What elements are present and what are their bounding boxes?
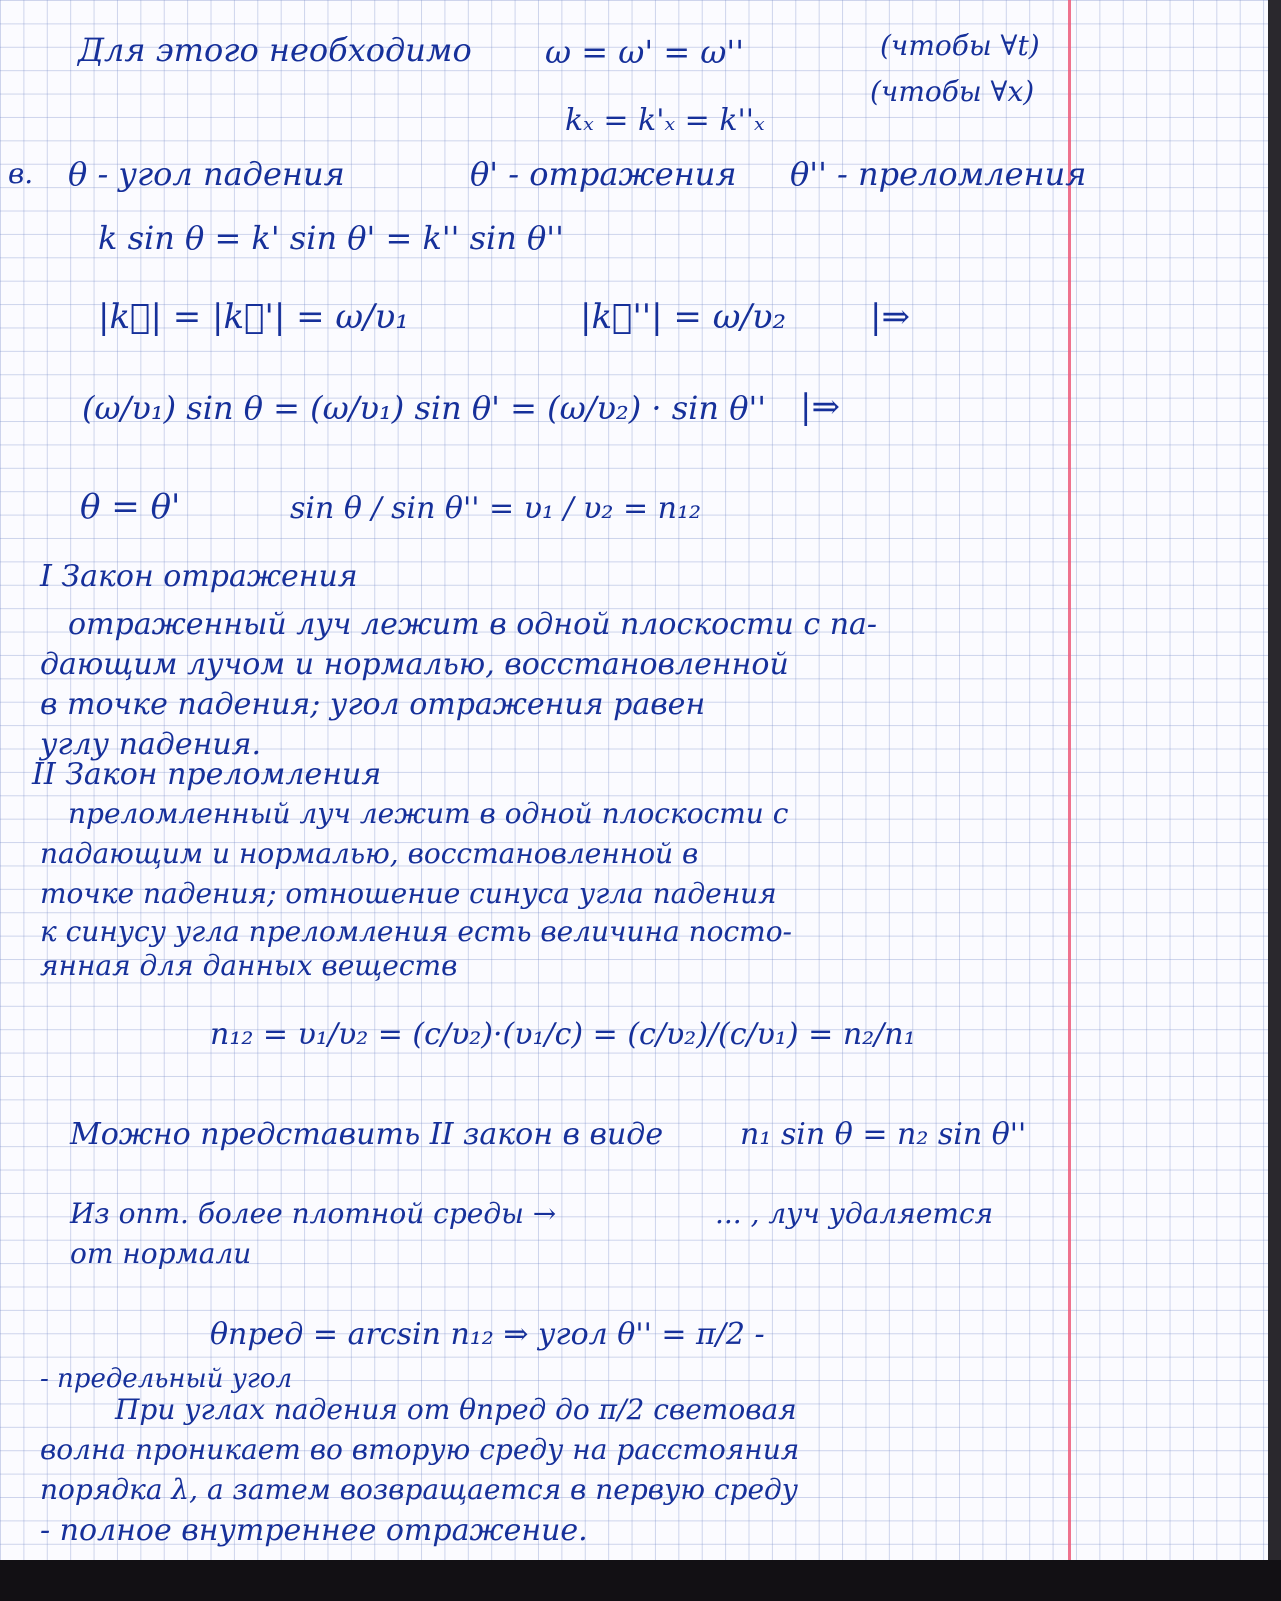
- line-3-incidence: θ - угол падения: [68, 155, 345, 193]
- line-7-angle-equality: θ = θ': [80, 487, 181, 527]
- line-5-implies: |⇒: [870, 297, 910, 337]
- red-margin-line: [1068, 0, 1071, 1560]
- line-4-equation: k sin θ = k' sin θ' = k'' sin θ'': [98, 219, 564, 257]
- critical-angle-label: - предельный угол: [40, 1364, 293, 1394]
- tir-line-3: порядка λ, а затем возвращается в первую среду: [40, 1473, 799, 1506]
- line-5-wave-vectors: |k⃗| = |k⃗'| = ω/υ₁: [98, 297, 409, 337]
- refractive-index-formula: n₁₂ = υ₁/υ₂ = (c/υ₂)·(υ₁/c) = (c/υ₂)/(c/υ₁) = n₂/n₁: [210, 1017, 916, 1052]
- section-1-line-2: дающим лучом и нормалью, восстановленной: [40, 647, 789, 682]
- line-3-refraction: θ'' - преломления: [790, 155, 1087, 193]
- section-2-line-2: падающим и нормалью, восстановленной в: [40, 837, 699, 870]
- line-1-note: (чтобы ∀t): [880, 29, 1040, 62]
- line-20-text: Можно представить II закон в виде: [70, 1117, 664, 1152]
- line-2-equation: kₓ = k'ₓ = k''ₓ: [565, 103, 765, 138]
- line-20-formula: n₁ sin θ = n₂ sin θ'': [740, 1117, 1027, 1152]
- line-5-refracted-vector: |k⃗''| = ω/υ₂: [580, 297, 787, 337]
- line-21-continuation: ... , луч удаляется: [715, 1197, 994, 1230]
- line-2-note: (чтобы ∀x): [870, 75, 1035, 108]
- section-2-heading: II Закон преломления: [32, 757, 382, 792]
- line-22-text: от нормали: [70, 1237, 252, 1270]
- tir-line-4: - полное внутреннее отражение.: [40, 1513, 588, 1548]
- section-1-line-4: углу падения.: [40, 727, 262, 762]
- section-1-heading: I Закон отражения: [40, 559, 358, 594]
- section-2-line-3: точке падения; отношение синуса угла падения: [40, 877, 777, 910]
- section-2-line-5: янная для данных веществ: [40, 949, 458, 982]
- page-edge-shadow: [1268, 0, 1281, 1601]
- section-2-line-4: к синусу угла преломления есть величина посто-: [40, 915, 793, 948]
- tir-line-1: При углах падения от θпред до π/2 световая: [115, 1393, 797, 1426]
- section-1-line-1: отраженный луч лежит в одной плоскости с па-: [68, 607, 878, 642]
- line-6-equation: (ω/υ₁) sin θ = (ω/υ₁) sin θ' = (ω/υ₂) · sin θ'': [82, 389, 767, 427]
- line-1-text: Для этого необходимо: [78, 31, 472, 69]
- line-21-text: Из опт. более плотной среды →: [70, 1197, 557, 1230]
- bottom-edge-shadow: [0, 1560, 1281, 1601]
- line-6-implies: |⇒: [800, 387, 840, 427]
- section-1-line-3: в точке падения; угол отражения равен: [40, 687, 706, 722]
- line-7-snell-ratio: sin θ / sin θ'' = υ₁ / υ₂ = n₁₂: [290, 491, 701, 526]
- line-1-equation: ω = ω' = ω'': [545, 33, 744, 71]
- critical-angle-formula: θпред = arcsin n₁₂ ⇒ угол θ'' = π/2 -: [210, 1317, 765, 1352]
- section-2-line-1: преломленный луч лежит в одной плоскости с: [68, 797, 789, 830]
- tir-line-2: волна проникает во вторую среду на расстояния: [40, 1433, 800, 1466]
- line-3-mark: в.: [8, 157, 34, 190]
- line-3-reflection: θ' - отражения: [470, 155, 737, 193]
